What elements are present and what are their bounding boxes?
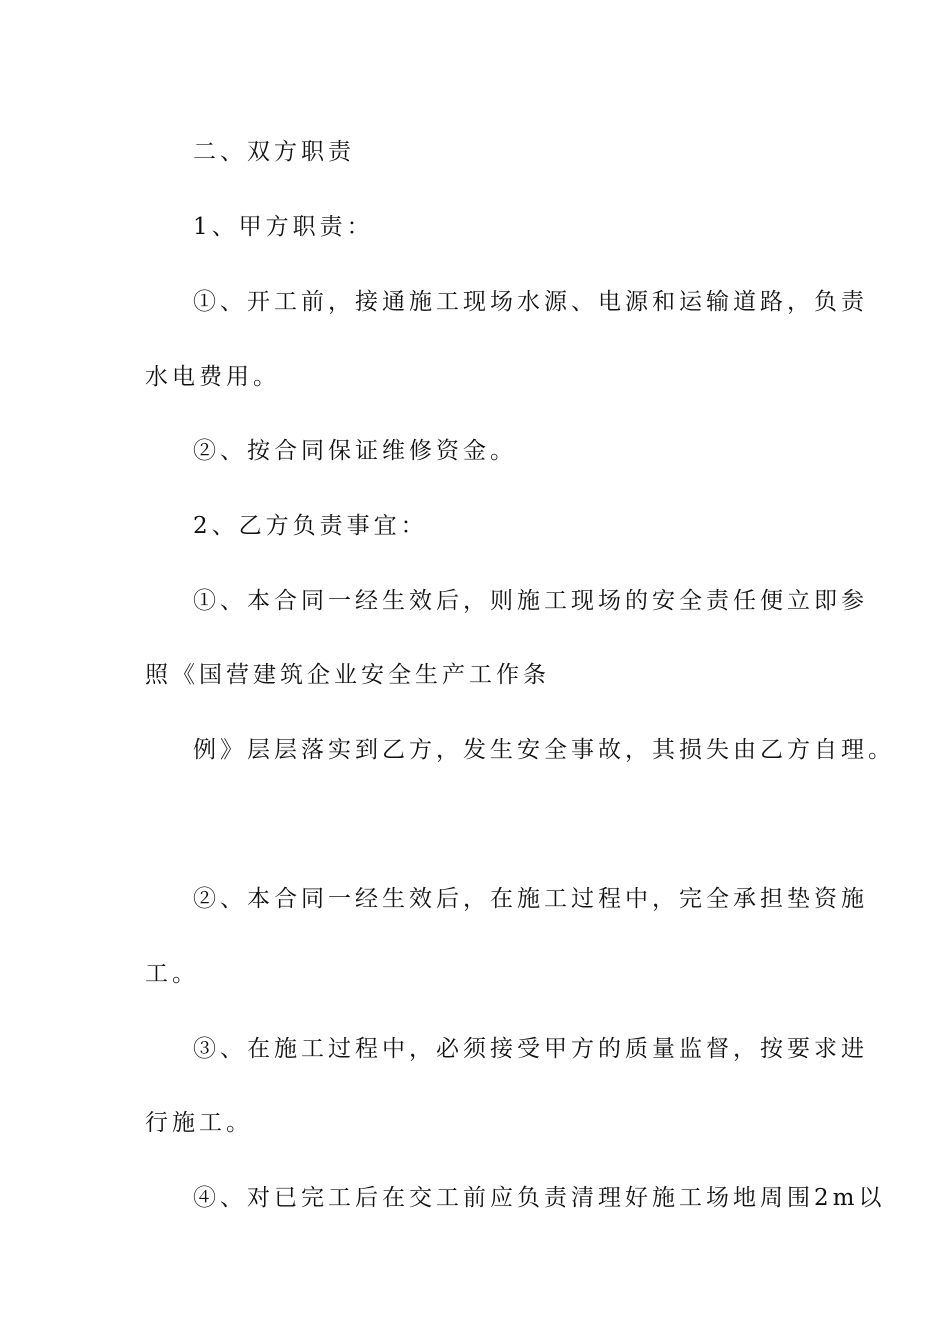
party-b-item-3-line-2: 行施工。: [145, 1110, 253, 1136]
party-a-item-2: ②、按合同保证维修资金。: [193, 438, 517, 464]
party-a-item-1-line-2: 水电费用。: [145, 364, 280, 390]
party-b-item-1-line-1: ①、本合同一经生效后，则施工现场的安全责任便立即参: [193, 588, 868, 614]
party-b-item-4-line-1: ④、对已完工后在交工前应负责清理好施工场地周围2m以: [193, 1185, 886, 1211]
party-b-item-1-line-3: 例》层层落实到乙方，发生安全事故，其损失由乙方自理。: [193, 737, 895, 763]
party-a-heading: 1、甲方职责：: [193, 214, 374, 240]
section-heading: 二、双方职责: [193, 139, 355, 165]
party-a-item-1-line-1: ①、开工前，接通施工现场水源、电源和运输道路，负责: [193, 289, 868, 315]
party-b-item-2-line-1: ②、本合同一经生效后，在施工过程中，完全承担垫资施: [193, 886, 868, 912]
party-b-heading: 2、乙方负责事宜：: [193, 513, 428, 539]
party-b-item-2-line-2: 工。: [145, 961, 199, 987]
party-b-item-1-line-2: 照《国营建筑企业安全生产工作条: [145, 662, 550, 688]
party-b-item-3-line-1: ③、在施工过程中，必须接受甲方的质量监督，按要求进: [193, 1036, 868, 1062]
